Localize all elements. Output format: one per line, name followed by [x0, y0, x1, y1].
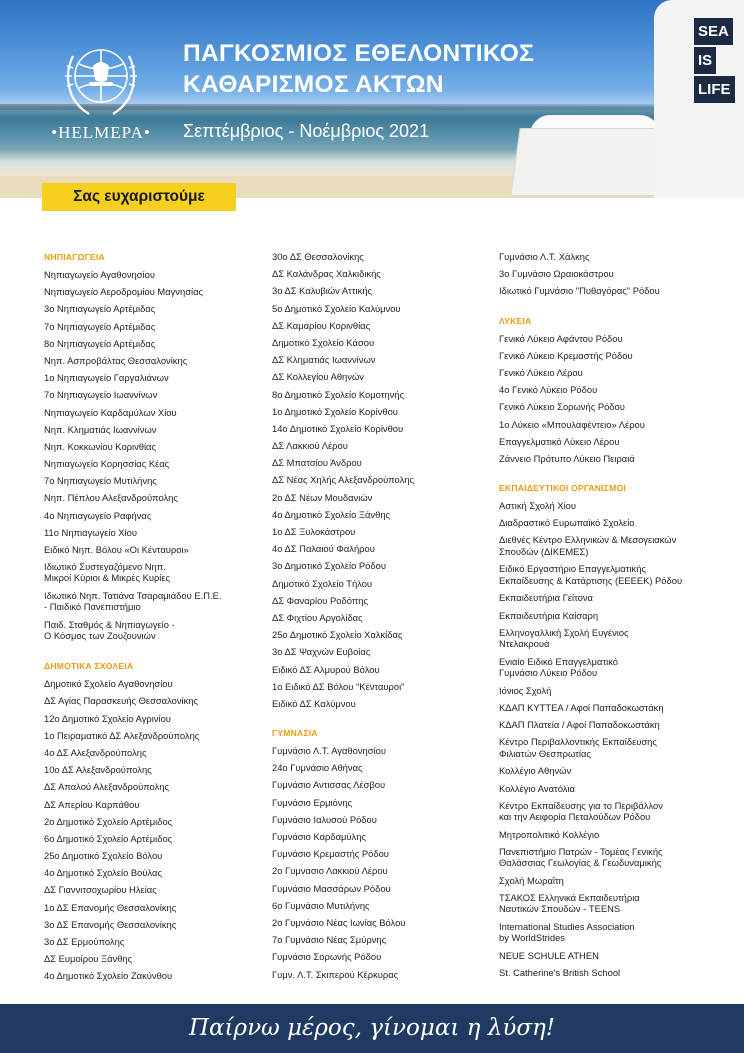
list-item-line: Ιόνιος Σχολή — [499, 684, 552, 696]
list-item-line: International Studies Association — [499, 921, 635, 933]
list-item — [499, 890, 714, 919]
list-item-line: Εκπαιδευτήρια Καίσαρη — [499, 609, 599, 621]
list-item: Νηπ. Κληματιάς Ιωαννίνων — [44, 423, 157, 435]
list-item: 1ο ΔΣ Επανομής Θεσσαλονίκης — [44, 901, 177, 913]
list-item-line: Κέντρο Περιβαλλοντικής Εκπαίδευσης — [499, 736, 657, 748]
list-item: 25ο Δημοτικό Σχολείο Χαλκίδας — [272, 629, 403, 641]
list-item: 30ο ΔΣ Θεσσαλονίκης — [272, 251, 364, 262]
campaign-dates: Σεπτέμβριος - Νοέμβριος 2021 — [183, 121, 430, 141]
list-item: ΔΣ Λακκιού Λέρου — [272, 440, 348, 452]
list-item: 2ο Γυμνάσιο Νέας Ιωνίας Βόλου — [272, 916, 406, 928]
list-item — [499, 717, 714, 734]
list-item: 8ο Νηπιαγωγείο Αρτέμιδας — [44, 337, 156, 349]
list-item-line: Μητροπολιτικό Κολλέγιο — [499, 828, 600, 840]
list-item: 4ο ΔΣ Παλαιού Φαλήρου — [272, 543, 375, 555]
list-item-line: Εκπαιδευτήρια Γείτονα — [499, 592, 593, 604]
list-item: ΔΣ Απερίου Καρπάθου — [44, 798, 140, 810]
list-item: 24ο Γυμνάσιο Αθήνας — [272, 762, 363, 774]
list-item: 7ο Νηπιαγωγείο Αρτέμιδας — [44, 320, 156, 332]
list-item-line: Διεθνές Κέντρο Ελληνικών & Μεσογειακών — [499, 534, 677, 546]
list-item — [499, 781, 714, 798]
list-item: 1ο Νηπιαγωγείο Γαργαλιάνων — [44, 372, 169, 384]
list-item — [44, 559, 264, 588]
list-item: 7ο Νηπιαγωγείο Μυτιλήνης — [44, 475, 157, 487]
list-item: Γυμνάσιο Ερμιόνης — [272, 796, 353, 808]
list-item-line: - Παιδικό Πανεπιστήμιο — [44, 601, 141, 613]
list-item: 5ο Δημοτικό Σχολείο Καλύμνου — [272, 302, 401, 314]
list-item: ΔΣ Απαλού Αλεξανδρούπολης — [44, 781, 169, 793]
list-item: 4ο Δημοτικό Σχολείο Βούλας — [44, 867, 162, 879]
list-item: Νηπιαγωγείο Αγαθονησίου — [44, 269, 155, 280]
list-item-line: Ιδιωτικό Συστεγαζόμενο Νηπ. — [44, 561, 166, 573]
shirt-word-2: IS — [694, 47, 716, 74]
list-item: Ιδιωτικό Γυμνάσιο "Πυθαγόρας" Ρόδου — [499, 285, 660, 297]
list-item: Νηπιαγωγείο Αεροδρομίου Μαγνησίας — [44, 286, 204, 298]
list-item-line: ΚΔΑΠ Πλατεία / Αφοί Παπαδοκωστάκη — [499, 719, 660, 731]
list-item: 7ο Γυμνάσιο Νέας Σμύρνης — [272, 934, 387, 946]
list-item — [499, 700, 714, 717]
list-item: 11ο Νηπιαγωγείο Χίου — [44, 526, 137, 538]
shirt-word-1: SEA — [694, 18, 733, 45]
list-item: Γυμνάσιο Λ.Τ. Χάλκης — [499, 251, 590, 262]
column-3 — [499, 249, 714, 983]
list-item-line: Εκπαίδευσης & Κατάρτισης (ΕΕΕΕΚ) Ρόδου — [499, 574, 683, 586]
list-item — [499, 798, 714, 827]
footer-slogan: Παίρνω μέρος, γίνομαι η λύση! — [0, 1004, 744, 1053]
list-item: 12ο Δημοτικό Σχολείο Αγρινίου — [44, 712, 171, 724]
list-item — [499, 919, 714, 948]
list-item: Νηπ. Κοκκωνίου Κορινθίας — [44, 440, 157, 452]
list-item: ΔΣ Κληματιάς Ιωαννίνων — [272, 354, 376, 366]
list-item: Νηπ. Ασπροβάλτας Θεσσαλονίκης — [44, 354, 188, 366]
organizations-list — [499, 498, 714, 982]
list-item: 3ο Δημοτικό Σχολείο Ρόδου — [272, 560, 386, 572]
list-item-line: Μικροί Κύριοι & Μικρές Κυρίες — [44, 572, 171, 584]
list-item — [499, 532, 714, 561]
spacer — [44, 646, 264, 658]
helmepa-emblem-icon — [55, 36, 147, 122]
list-item: ΔΣ Κολλεγίου Αθηνών — [272, 371, 364, 383]
list-item-line: Σπουδών (ΔΙΚΕΜΕΣ) — [499, 545, 589, 557]
list-item-line: Κολλέγιο Αθηνών — [499, 765, 572, 777]
list-item — [499, 873, 714, 890]
list-item — [499, 683, 714, 700]
list-item — [44, 617, 264, 646]
volunteer-shirt — [654, 0, 744, 198]
list-item: 6ο Γυμνάσιο Μυτιλήνης — [272, 899, 370, 911]
list-item-line: Σχολή Μωραΐτη — [499, 874, 564, 886]
list-item-line: Γυμνάσιο Λύκειο Ρόδου — [499, 667, 598, 679]
list-item: 1ο Δημοτικό Σχολείο Κορίνθου — [272, 405, 398, 417]
list-item-line: Αστική Σχολή Χίου — [499, 500, 577, 512]
list-item: 3ο ΔΣ Ψαχνών Ευβοίας — [272, 646, 371, 658]
list-item: Δημοτικό Σχολείο Τήλου — [272, 577, 373, 589]
list-item: Ειδικό ΔΣ Αλμυρού Βόλου — [272, 663, 380, 675]
thanks-label: Σας ευχαριστούμε — [42, 183, 236, 211]
list-item: Γυμνάσιο Ιαλυσού Ρόδου — [272, 813, 377, 825]
list-item — [499, 844, 714, 873]
list-item: 25ο Δημοτικό Σχολείο Βόλου — [44, 850, 163, 862]
list-item: Γενικό Λύκειο Κρεμαστής Ρόδου — [499, 349, 633, 361]
list-item — [499, 515, 714, 532]
list-item-line: Ελληνογαλλική Σχολή Ευγένιος — [499, 626, 629, 638]
spacer — [499, 468, 714, 480]
list-item: 4ο Γενικό Λύκειο Ρόδου — [499, 384, 598, 396]
spacer — [499, 301, 714, 313]
list-item-line: Κολλέγιο Ανατόλια — [499, 782, 575, 794]
list-item — [499, 654, 714, 683]
list-item: Γυμνάσιο Μασσάρων Ρόδου — [272, 882, 391, 894]
list-item: 4ο Νηπιαγωγείο Ραφήνας — [44, 509, 152, 521]
list-item — [499, 763, 714, 780]
spacer — [272, 713, 492, 725]
list-item: Νηπ. Πέπλου Αλεξανδρούπολης — [44, 492, 178, 504]
list-item: 1ο Λύκειο «Μπουλαφέντειο» Λέρου — [499, 418, 645, 430]
list-item: 4ο Δημοτικό Σχολείο Ξάνθης — [272, 508, 391, 520]
column-1 — [44, 249, 264, 986]
section-gymnasia: ΓΥΜΝΑΣΙΑ — [272, 728, 318, 739]
cooler-box — [510, 128, 672, 196]
list-item: Ζάννειο Πρότυπο Λύκειο Πειραιά — [499, 452, 635, 464]
list-item — [44, 588, 264, 617]
list-item — [499, 734, 714, 763]
list-item-line: Ναυτικών Σπουδών - TEENS — [499, 903, 621, 915]
list-item: ΔΣ Γιαννιτσοχωρίου Ηλείας — [44, 884, 157, 896]
list-item: 1ο ΔΣ Ξυλοκάστρου — [272, 526, 356, 537]
list-item: 3ο Γυμνάσιο Ωραιοκάστρου — [499, 268, 614, 280]
list-item-line: by WorldStrides — [499, 932, 565, 944]
list-item — [499, 561, 714, 590]
list-item: 3ο ΔΣ Ερμούπολης — [44, 936, 125, 947]
list-item: ΔΣ Καλάνδρας Χαλκιδικής — [272, 268, 381, 280]
list-item: Γυμνάσιο Καρδαμύλης — [272, 831, 366, 842]
list-item: Γυμνάσιο Λ.Τ. Αγαθονησίου — [272, 745, 386, 757]
list-item-line: ΚΔΑΠ ΚΥΤΤΕΑ / Αφοί Παπαδοκωστάκη — [499, 702, 664, 713]
list-item: 2ο Γυμνασιο Λακκιού Λέρου — [272, 865, 388, 877]
list-item: ΔΣ Ευμοίρου Ξάνθης — [44, 953, 133, 965]
list-item: 14ο Δημοτικό Σχολείο Κορίνθου — [272, 422, 404, 434]
list-item-line: Ντελακρουά — [499, 638, 550, 650]
list-item: ΔΣ Φαναρίου Ροδόπης — [272, 594, 368, 606]
list-item: 10ο ΔΣ Αλεξανδρούπολης — [44, 764, 152, 776]
list-item-line: Κέντρο Εκπαίδευσης για το Περιβάλλον — [499, 799, 663, 811]
title-line-1: ΠΑΓΚΟΣΜΙΟΣ ΕΘΕΛΟΝΤΙΚΟΣ — [183, 40, 535, 67]
list-item: ΔΣ Μπατσίου Άνδρου — [272, 457, 362, 469]
list-item-line: και την Αειφορία Πεταλούδων Ρόδου — [499, 811, 651, 823]
helmepa-logo-text: •HELMEPA• — [51, 123, 151, 142]
list-item-line: NEUE SCHULE ATHEN — [499, 950, 599, 962]
list-item: 1ο Πειραματικό ΔΣ Αλεξανδρούπολης — [44, 729, 200, 741]
list-item — [499, 965, 714, 982]
shirt-print — [694, 18, 744, 105]
section-primary-schools: ΔΗΜΟΤΙΚΑ ΣΧΟΛΕΙΑ — [44, 661, 134, 672]
list-item: ΔΣ Φιχτίου Αργολίδας — [272, 611, 363, 623]
list-item: 2ο ΔΣ Νέων Μουδανιών — [272, 491, 373, 503]
list-item: Γενικό Λύκειο Λέρου — [499, 366, 583, 378]
list-item: Νηπιαγωγείο Καρδαμύλων Χίου — [44, 406, 177, 418]
list-item: 2ο Δημοτικό Σχολείο Αρτέμιδος — [44, 815, 173, 827]
title-line-2: ΚΑΘΑΡΙΣΜΟΣ ΑΚΤΩΝ — [183, 71, 444, 98]
list-item: 8ο Δημοτικό Σχολείο Κομοτηνής — [272, 388, 405, 400]
list-item: ΔΣ Νέας Χηλής Αλεξανδρούπολης — [272, 474, 414, 486]
list-item — [499, 827, 714, 844]
section-lyceums: ΛΥΚΕΙΑ — [499, 315, 532, 326]
list-item: Δημοτικό Σχολείο Αγαθονησίου — [44, 678, 173, 690]
list-item-line: Ιδιωτικό Νηπ. Τατιάνα Τσαραμιάδου Ε.Π.Ε. — [44, 590, 222, 602]
list-item: Δημοτικό Σχολείο Κάσου — [272, 336, 375, 348]
list-item — [499, 498, 714, 515]
list-item: Ειδικό Νηπ. Βόλου «Οι Κένταυροι» — [44, 544, 189, 555]
list-item-line: Θαλάσσιας Γεωλογίας & Γεωδυναμικής — [499, 857, 662, 869]
list-item: 3ο ΔΣ Καλυβιών Αττικής — [272, 285, 373, 297]
list-item: Γυμν. Λ.Τ. Σκιπερού Κέρκυρας — [272, 968, 399, 980]
list-item: 3ο ΔΣ Επανομής Θεσσαλονίκης — [44, 918, 177, 930]
list-item: ΔΣ Αγίας Παρασκευής Θεσσαλονίκης — [44, 695, 199, 707]
header-banner — [0, 0, 744, 198]
section-kindergartens: ΝΗΠΙΑΓΩΓΕΙΑ — [44, 252, 105, 262]
list-item: Γυμνάσιο Κρεμαστής Ρόδου — [272, 848, 389, 860]
list-item: ΔΣ Καμαρίου Κορινθίας — [272, 319, 371, 331]
list-item: 7ο Νηπιαγωγείο Ιωαννίνων — [44, 389, 158, 401]
list-item-line: Φιλιατών Θεσπρωτίας — [499, 747, 591, 759]
list-item — [499, 590, 714, 607]
list-item — [499, 608, 714, 625]
list-item — [499, 625, 714, 654]
list-item: Ειδικό ΔΣ Καλύμνου — [272, 697, 356, 709]
list-item: 1ο Ειδικό ΔΣ Βόλου "Κένταυροι" — [272, 680, 405, 692]
list-item-line: Ο Κόσμος των Ζουζουνιών — [44, 630, 156, 642]
list-item: Επαγγελματικό Λύκειο Λέρου — [499, 435, 620, 447]
waves — [0, 150, 560, 178]
list-item: 3ο Νηπιαγωγείο Αρτέμιδας — [44, 303, 156, 315]
list-item-line: St. Catherine's British School — [499, 967, 621, 979]
list-item: Γενικό Λύκειο Αφάντου Ρόδου — [499, 332, 623, 344]
list-item-line: Ειδικό Εργαστήριο Επαγγελματικής — [499, 563, 646, 575]
list-item: 4ο Δημοτικό Σχολείο Ζακύνθου — [44, 970, 173, 982]
list-item: Νηπιαγωγείο Κορησσίας Κέας — [44, 458, 170, 470]
list-item-line: ΤΣΑΚΟΣ Ελληνικά Εκπαιδευτήρια — [499, 892, 640, 904]
list-item-line: Πανεπιστήμιο Πατρών - Τομέας Γενικής — [499, 845, 663, 857]
list-item — [499, 948, 714, 965]
shirt-word-3: LIFE — [694, 76, 735, 103]
column-2 — [272, 249, 492, 984]
list-item: 4ο ΔΣ Αλεξανδρούπολης — [44, 746, 147, 758]
list-item: Γυμνάσιο Σορωνής Ρόδου — [272, 951, 382, 963]
list-item: Γενικό Λύκειο Σορωνής Ρόδου — [499, 401, 625, 413]
list-item: Γυμνάσιο Αντισσας Λέσβου — [272, 779, 386, 791]
list-item-line: Ενιαίο Ειδικό Επαγγελματικό — [499, 655, 619, 667]
section-educational-organizations: ΕΚΠΑΙΔΕΥΤΙΚΟΙ ΟΡΓΑΝΙΣΜΟΙ — [499, 483, 626, 494]
list-item: 6ο Δημοτικό Σχολείο Αρτέμιδος — [44, 832, 173, 844]
list-item-line: Διαδραστικό Ευρωπαϊκό Σχολείο — [499, 517, 635, 529]
list-item-line: Παιδ. Σταθμός & Νηπιαγωγείο - — [44, 619, 175, 631]
